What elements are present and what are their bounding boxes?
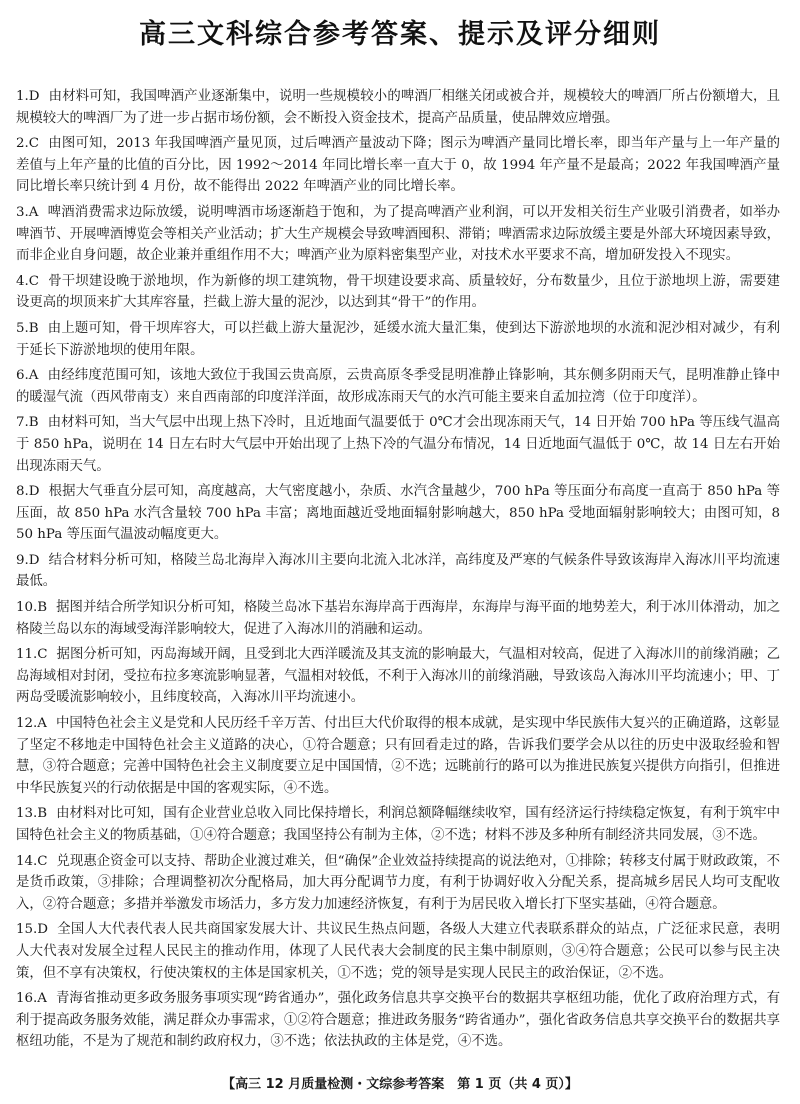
answer-explanation: 由材料可知，当大气层中出现上热下冷时，且近地面气温要低于 0℃才会出现冻雨天气，14 日开始 700 hPa 等压线气温高于 850 hPa，说明在 14 日左右时大气层中开始出现了上热下冷的气温分布情况，14 日近地面气温低于 0℃，故 14 日左右开始出现冻雨天气。 xyxy=(16,415,780,474)
answer-item xyxy=(16,202,780,267)
answer-item xyxy=(16,133,780,198)
page-title: 高三文科综合参考答案、提示及评分细则 xyxy=(139,19,661,50)
answer-item xyxy=(16,86,780,129)
answer-explanation: 由经纬度范围可知，该地大致位于我国云贵高原，云贵高原冬季受昆明准静止锋影响，其东侧多阴雨天气，昆明准静止锋中的暖湿气流（西风带南支）来自西南部的印度洋洋面，故形成冻雨天气的水汽可能主要来自孟加拉湾（位于印度洋）。 xyxy=(16,368,780,405)
answer-item xyxy=(16,365,780,408)
answer-number: 6.A xyxy=(16,368,39,384)
answer-item xyxy=(16,988,780,1053)
answer-explanation: 全国人大代表代表人民共商国家发展大计、共议民生热点问题，各级人大建立代表联系群众的站点，广泛征求民意，表明人大代表对发展全过程人民民主的推动作用，体现了人民代表大会制度的民主集中制原则，③④符合题意；公民可以参与民主决策，但不享有决策权，行使决策权的主体是国家机关，①不选；党的领导是实现人民民主的政治保证，②不选。 xyxy=(16,922,780,981)
answer-number: 14.C xyxy=(16,853,48,869)
answer-number: 9.D xyxy=(16,552,40,568)
answer-number: 13.B xyxy=(16,806,48,822)
answer-item xyxy=(16,803,780,846)
answer-explanation: 根据大气垂直分层可知，高度越高，大气密度越小，杂质、水汽含量越少，700 hPa 等压面分布高度一直高于 850 hPa 等压面，故 850 hPa 水汽含量较 700 hPa 丰富；离地面越近受地面辐射影响越大，850 hPa 受地面辐射影响较大；由图可知，850 hPa 等压面气温波动幅度更大。 xyxy=(16,484,780,543)
page-footer: 【高三 12 月质量检测・文综参考答案 第 1 页（共 4 页）】 xyxy=(222,1077,578,1092)
answer-explanation: 据图分析可知，丙岛海域开阔，且受到北大西洋暖流及其支流的影响最大，气温相对较高，促进了入海冰川的前缘消融；乙岛海域相对封闭，受拉布拉多寒流影响显著，气温相对较低，不利于入海冰川的前缘消融，导致该岛入海冰川平均流速小；甲、丁两岛受暖流影响较小，且纬度较高，入海冰川平均流速小。 xyxy=(16,647,780,706)
answer-item xyxy=(16,318,780,361)
answer-item xyxy=(16,919,780,984)
answer-explanation: 兑现惠企资金可以支持、帮助企业渡过难关，但“确保”企业效益持续提高的说法绝对，①排除；转移支付属于财政政策，不是货币政策，③排除；合理调整初次分配格局，加大再分配调节力度，有利于协调好收入分配关系，提高城乡居民人均可支配收入，②符合题意；多措并举激发市场活力，多方发力加速经济恢复，有利于为居民收入增长打下坚实基础，④符合题意。 xyxy=(16,853,780,912)
answer-explanation: 由图可知，2013 年我国啤酒产量见顶，过后啤酒产量波动下降；图示为啤酒产量同比增长率，即当年产量与上一年产量的差值与上年产量的比值的百分比，因 1992～2014 年同比增长率一直大于 0，故 1994 年产量不是最高；2022 年我国啤酒产量同比增长率只统计到 4 月份，故不能得出 2022 年啤酒产业的同比增长率。 xyxy=(16,136,780,195)
answer-number: 12.A xyxy=(16,716,47,732)
answer-explanation: 由上题可知，骨干坝库容大，可以拦截上游大量泥沙，延缓水流大量汇集，使到达下游淤地坝的水流和泥沙相对减少，有利于延长下游淤地坝的使用年限。 xyxy=(16,320,780,358)
answer-number: 5.B xyxy=(16,320,39,336)
answer-item xyxy=(16,271,780,314)
answer-explanation: 中国特色社会主义是党和人民历经千辛万苦、付出巨大代价取得的根本成就，是实现中华民族伟大复兴的正确道路，这彰显了坚定不移地走中国特色社会主义道路的决心，①符合题意；只有回看走过的路，告诉我们要学会从以往的历史中汲取经验和智慧，③符合题意；完善中国特色社会主义制度要立足中国国情，②不选；远眺前行的路可以为推进民族复兴提供方向指引，但推进中华民族复兴的行动依据是中国的客观实际，④不选。 xyxy=(16,716,780,796)
answer-number: 1.D xyxy=(16,89,40,104)
answer-item xyxy=(16,851,780,916)
answer-number: 11.C xyxy=(16,647,48,663)
answer-item xyxy=(16,713,780,799)
answer-number: 10.B xyxy=(16,600,48,616)
answer-explanation: 青海省推动更多政务服务事项实现“跨省通办”，强化政务信息共享交换平台的数据共享枢纽功能，优化了政府治理方式，有利于提高政务服务效能，满足群众办事需求，①②符合题意；推进政务服务“跨省通办”，强化省政务信息共享交换平台的数据共享枢纽功能，不是为了规范和制约政府权力，③不选；依法执政的主体是党，④不选。 xyxy=(16,991,780,1050)
answer-explanation: 啤酒消费需求边际放缓，说明啤酒市场逐渐趋于饱和，为了提高啤酒产业利润，可以开发相关衍生产业吸引消费者，如举办啤酒节、开展啤酒博览会等相关产业活动；扩大生产规模会导致啤酒囤积、滞销；啤酒需求边际放缓主要是外部大环境因素导致，而非企业自身问题，故企业兼并重组作用不大；啤酒产业为原料密集型产业，对技术水平要求不高，增加研发投入不现实。 xyxy=(16,204,780,264)
answer-list xyxy=(16,86,780,1057)
answer-number: 8.D xyxy=(16,484,40,500)
answer-explanation: 据图并结合所学知识分析可知，格陵兰岛冰下基岩东海岸高于西海岸，东海岸与海平面的地势差大，利于冰川体滑动，加之格陵兰岛以东的海域受海洋影响较大，促进了入海冰川的消融和运动。 xyxy=(16,600,780,637)
answer-explanation: 骨干坝建设晚于淤地坝，作为新修的坝工建筑物，骨干坝建设要求高、质量较好，分布数量少，且位于淤地坝上游，需要建设更高的坝顶来扩大其库容量，拦截上游大量的泥沙，以达到其“骨干”的作用。 xyxy=(16,273,780,311)
answer-number: 16.A xyxy=(16,991,47,1007)
answer-item xyxy=(16,481,780,546)
answer-explanation: 由材料对比可知，国有企业营业总收入同比保持增长，利润总额降幅继续收窄，国有经济运行持续稳定恢复，有利于筑牢中国特色社会主义的物质基础，①④符合题意；我国坚持公有制为主体，②不选；材料不涉及多种所有制经济共同发展，③不选。 xyxy=(16,806,780,843)
answer-explanation: 结合材料分析可知，格陵兰岛北海岸入海冰川主要向北流入北冰洋，高纬度及严寒的气候条件导致该海岸入海冰川平均流速最低。 xyxy=(16,552,780,590)
answer-number: 2.C xyxy=(16,136,40,152)
answer-number: 15.D xyxy=(16,922,49,938)
answer-item xyxy=(16,412,780,477)
answer-number: 7.B xyxy=(16,415,39,431)
answer-number: 4.C xyxy=(16,273,40,289)
answer-number: 3.A xyxy=(16,204,39,220)
answer-explanation: 由材料可知，我国啤酒产业逐渐集中，说明一些规模较小的啤酒厂相继关闭或被合并，规模较大的啤酒厂所占份额增大，且规模较大的啤酒厂为了进一步占据市场份额，会不断投入资金技术，提高产品质量，使品牌效应增强。 xyxy=(16,89,780,126)
answer-item xyxy=(16,597,780,640)
answer-item xyxy=(16,644,780,709)
answer-item xyxy=(16,550,780,593)
